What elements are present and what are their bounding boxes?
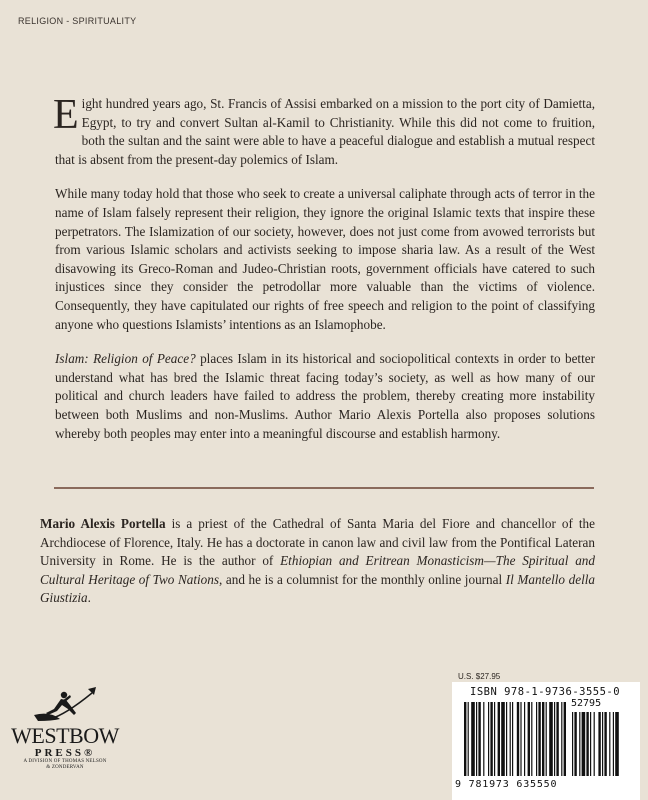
drop-cap: E bbox=[53, 92, 79, 138]
other-book-title: Ethiopian and Eritrean Monasticism—The Spiritual and Cultural Heritage of Two Nations bbox=[40, 553, 595, 587]
divider-rule bbox=[54, 487, 594, 489]
back-cover-blurb bbox=[53, 92, 595, 459]
author-bio: Mario Alexis Portella is a priest of the Cathedral of Santa Maria del Fiore and chancellor of the Archdiocese of Florence, Italy. He has a doctorate in canon law and civil law from the Pontifical Lateran University in Rome. He is the author of Ethiopian and Eritrean Monasticism—The Spiritual and Cultural Heritage of Two Nations, and he is a columnist for the monthly online journal Il Mantello della Giustizia. bbox=[40, 516, 595, 606]
barcode-icon bbox=[458, 698, 640, 780]
publisher-division: A DIVISION OF THOMAS NELSON bbox=[23, 759, 107, 764]
blurb-paragraph-3: Islam: Religion of Peace? places Islam in its historical and sociopolitical contexts in order to better understand what has bred the Islamic threat facing today’s society, as well as how many of our political and church leaders have failed to address the problem, thereby creating more instability between both Muslims and non-Muslims. Author Mario Alexis Portella also proposes solutions whereby both peoples may enter into a meaningful discourse and establish harmony. bbox=[55, 351, 595, 441]
book-title: Islam: Religion of Peace? bbox=[55, 351, 196, 367]
blurb-paragraph-2: While many today hold that those who seek to create a universal caliphate through acts of terror in the name of Islam falsely represent their religion, they ignore the original Islamic texts that inspire these perpetrators. The Islamization of our society, however, does not just come from avowed terrorists but from various Islamic scholars and activists seeking to impose sharia law. As a result of the West disavowing its Greco-Roman and Judeo-Christian roots, government officials have catered to such injustices since they consider the petrodollar more valuable than the victims of violence. Consequently, they have capitulated our rights of free speech and religion to the point of classifying anyone who questions Islamists’ intentions as an Islamophobe. bbox=[55, 186, 595, 332]
category-label: RELIGION - SPIRITUALITY bbox=[18, 16, 137, 26]
ean-number: 9 781973 635550 bbox=[455, 779, 558, 790]
journal-title: Il Mantello della Giustizia bbox=[40, 571, 595, 606]
price-label: U.S. $27.95 bbox=[458, 672, 501, 681]
isbn-text: ISBN 978-1-9736-3555-0 bbox=[470, 686, 621, 698]
author-name: Mario Alexis Portella bbox=[40, 516, 166, 531]
publisher-division-2: & ZONDERVAN bbox=[46, 765, 84, 770]
runner-icon bbox=[30, 685, 100, 727]
blurb-paragraph-1: Eight hundred years ago, St. Francis of Assisi embarked on a mission to the port city of Damietta, Egypt, to try and convert Sultan al-Kamil to Christianity. While this did not come to fruition, both the sultan and the saint were able to have a peaceful dialogue and establish a mutual respect that is absent from the present-day polemics of Islam. bbox=[53, 92, 595, 167]
publisher-logo bbox=[10, 685, 120, 771]
publisher-press: PRESS® bbox=[34, 747, 96, 759]
publisher-name: WESTBOW bbox=[11, 723, 119, 748]
addon-number: 52795 bbox=[571, 698, 602, 709]
